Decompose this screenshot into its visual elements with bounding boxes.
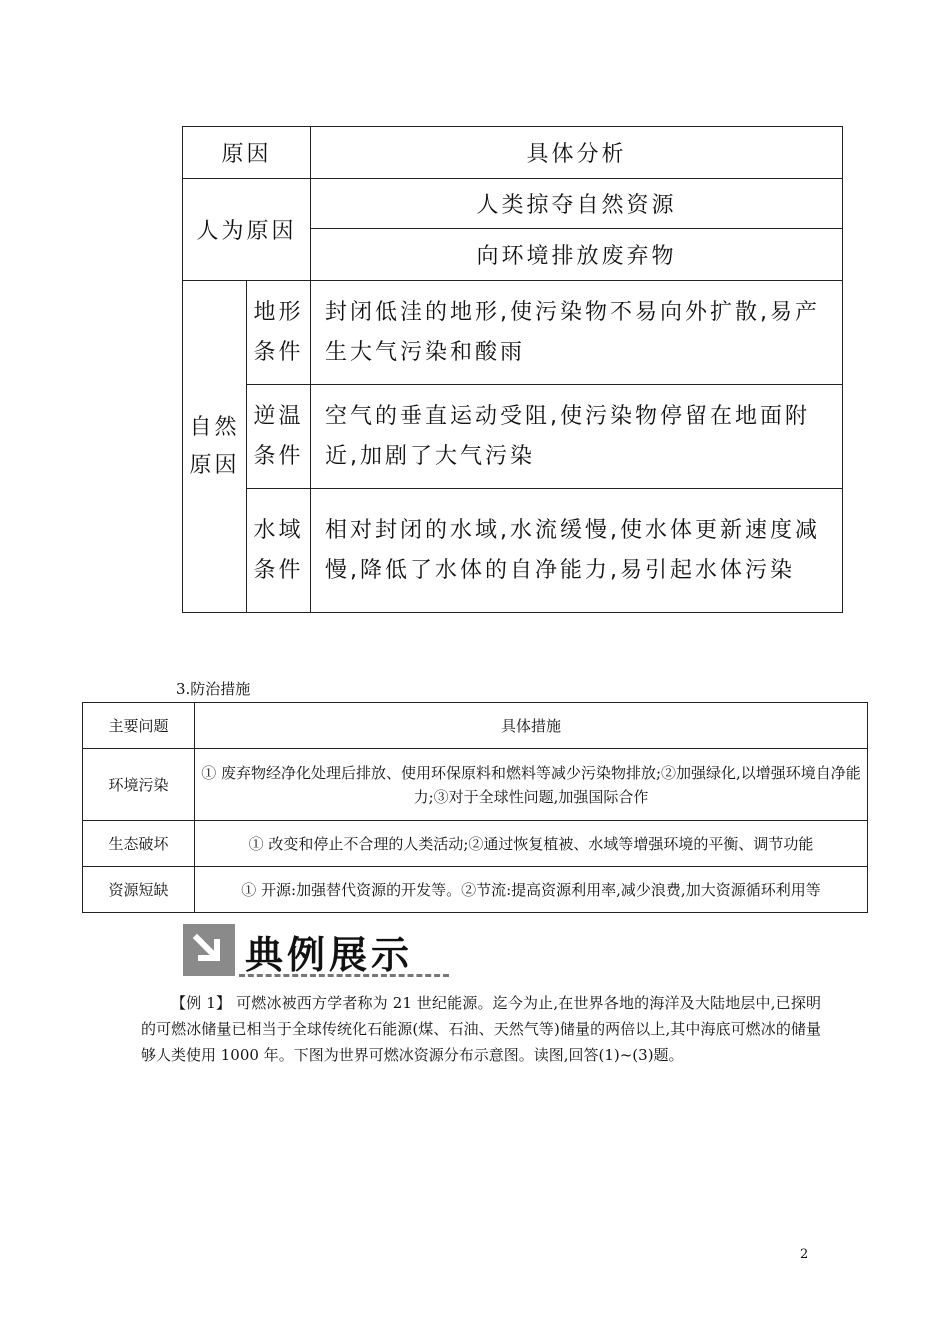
banner-title: 典例展示 [245, 933, 414, 977]
arrow-icon [183, 924, 235, 976]
section-banner [183, 924, 453, 980]
header-problem: 主要问题 [83, 703, 195, 749]
page-number: 2 [800, 1247, 809, 1262]
cause-table [182, 126, 843, 613]
measure-cell: ① 废弃物经净化处理后排放、使用环保原料和燃料等减少污染物排放;②加强绿化,以增强环境自净能力;③对于全球性问题,加强国际合作 [195, 749, 868, 821]
subcause-text: 封闭低洼的地形,使污染物不易向外扩散,易产生大气污染和酸雨 [311, 281, 843, 385]
example-paragraph: 【例 1】 可燃冰被西方学者称为 21 世纪能源。迄今为止,在世界各地的海洋及大陆地层中,已探明的可燃冰储量已相当于全球传统化石能源(煤、石油、天然气等)储量的两倍以上,其中海底可燃冰的储量够人类使用 1000 年。下图为世界可燃冰资源分布示意图。读图,回答(1)~(3)题。 [141, 994, 821, 1064]
measures-table [82, 702, 868, 913]
natural-label-line: 自然 [189, 414, 240, 440]
problem-cell: 生态破坏 [83, 821, 195, 867]
subcause-line: 条件 [253, 443, 304, 469]
section-title: 3.防治措施 [176, 680, 251, 698]
subcause-line: 条件 [253, 557, 304, 583]
header-measure: 具体措施 [195, 703, 868, 749]
human-cause-item: 人类掠夺自然资源 [311, 179, 843, 229]
subcause-line: 条件 [253, 339, 304, 365]
measure-cell: ① 开源:加强替代资源的开发等。②节流:提高资源利用率,减少浪费,加大资源循环利用等 [195, 867, 868, 913]
human-cause-item: 向环境排放废弃物 [311, 229, 843, 281]
subcause-water [247, 489, 311, 613]
subcause-line: 地形 [253, 299, 304, 325]
subcause-line: 水域 [253, 517, 304, 543]
subcause-terrain [247, 281, 311, 385]
subcause-inversion [247, 385, 311, 489]
measure-cell: ① 改变和停止不合理的人类活动;②通过恢复植被、水域等增强环境的平衡、调节功能 [195, 821, 868, 867]
natural-label-line: 原因 [189, 452, 240, 478]
problem-cell: 资源短缺 [83, 867, 195, 913]
subcause-line: 逆温 [253, 403, 304, 429]
arrow-glyph [191, 932, 227, 968]
problem-cell: 环境污染 [83, 749, 195, 821]
subcause-text: 相对封闭的水域,水流缓慢,使水体更新速度减慢,降低了水体的自净能力,易引起水体污染 [311, 489, 843, 613]
subcause-text: 空气的垂直运动受阻,使污染物停留在地面附近,加剧了大气污染 [311, 385, 843, 489]
banner-underline [239, 974, 449, 977]
header-reason: 原因 [183, 127, 311, 179]
natural-cause-label [183, 281, 247, 613]
header-analysis: 具体分析 [311, 127, 843, 179]
human-cause-label: 人为原因 [183, 179, 311, 281]
